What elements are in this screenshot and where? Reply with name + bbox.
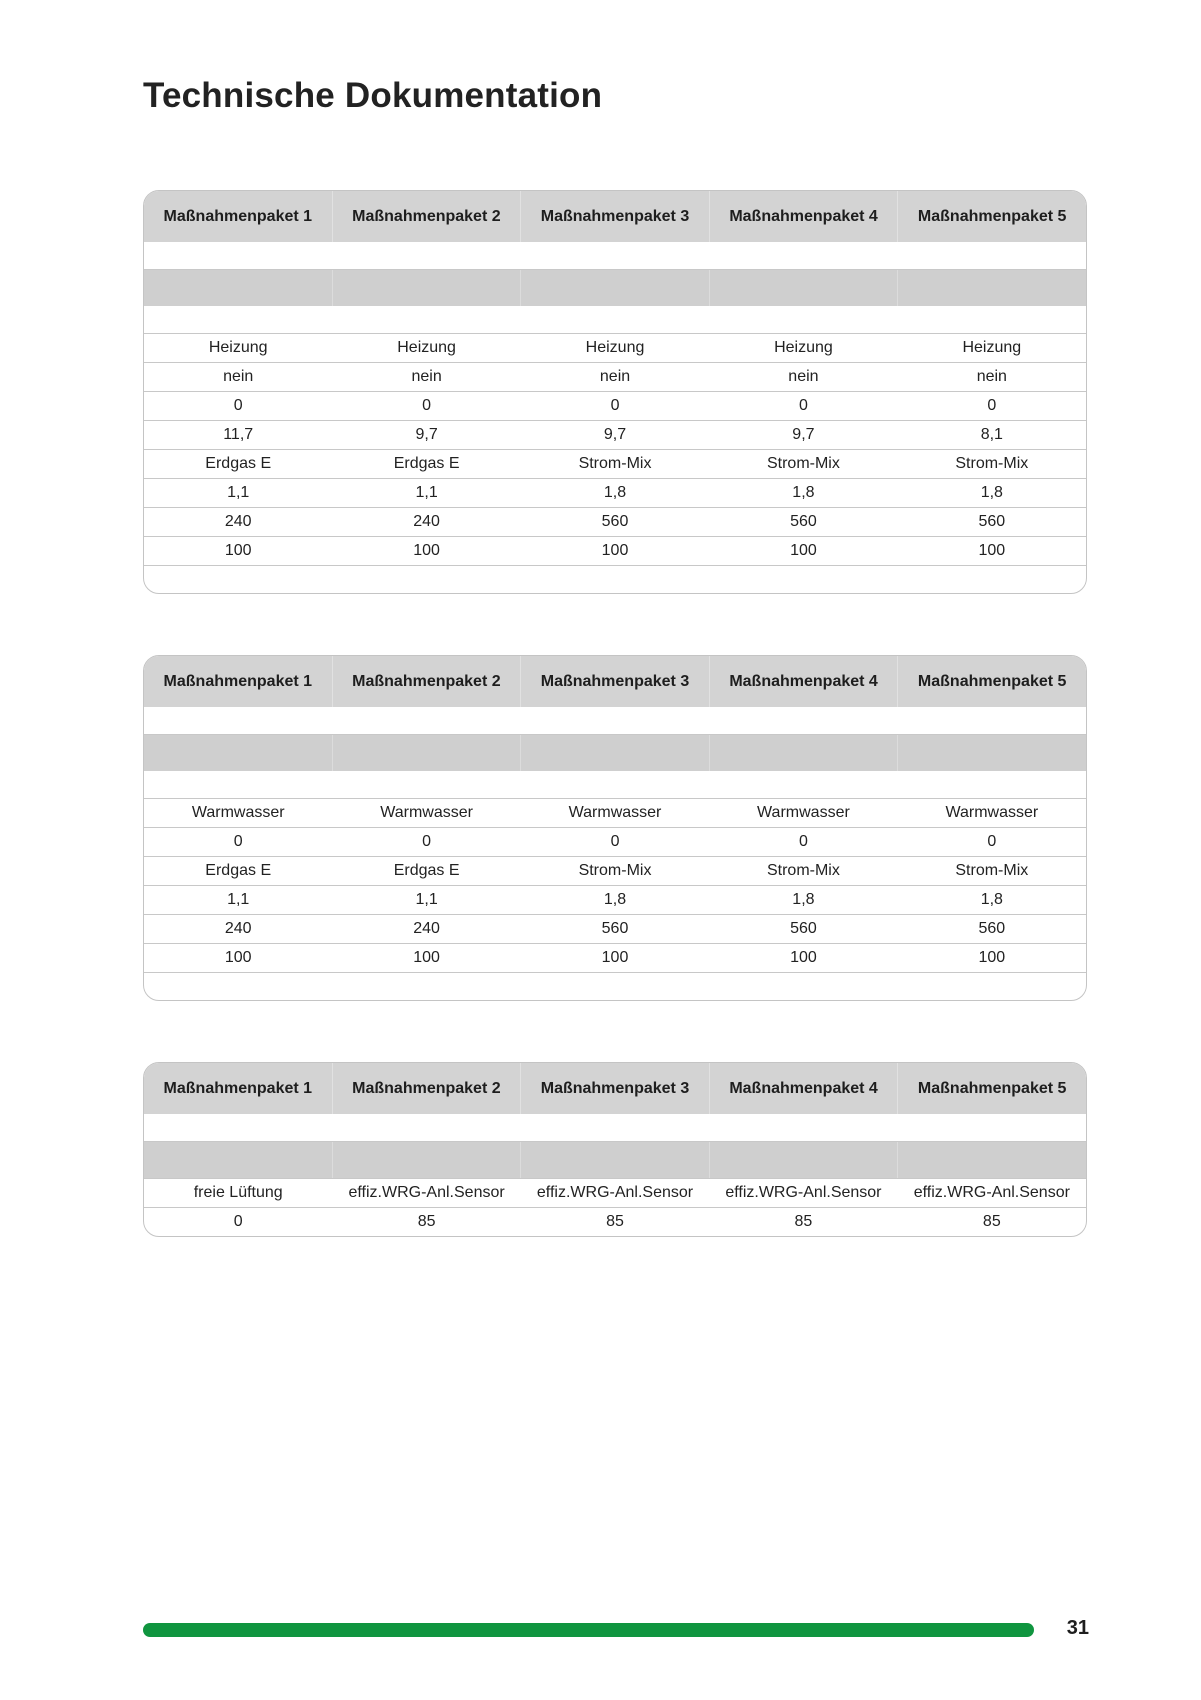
gray-band — [144, 270, 1086, 306]
table-cell: freie Lüftung — [193, 1184, 283, 1201]
table-row — [144, 479, 1086, 508]
page-number: 31 — [1066, 1617, 1089, 1639]
table-body — [144, 1179, 1086, 1236]
table-cell: Heizung — [962, 339, 1022, 356]
table-cell: 100 — [413, 542, 440, 559]
table-body — [144, 334, 1086, 565]
blank-row — [144, 1114, 1086, 1142]
table-end-row — [144, 565, 1086, 593]
table-cell: 1,8 — [792, 891, 815, 908]
table-cell: effiz.WRG-Anl.Sensor — [348, 1184, 505, 1201]
table-end-row — [144, 972, 1086, 1000]
column-header: Maßnahmenpaket 5 — [917, 1079, 1067, 1097]
table-cell: 0 — [610, 397, 620, 414]
table-row — [144, 450, 1086, 479]
table-cell: Warmwasser — [945, 804, 1039, 821]
table-warmwasser — [143, 655, 1087, 1001]
table-cell: 1,1 — [415, 891, 438, 908]
page-title: Technische Dokumentation — [143, 76, 603, 115]
column-header: Maßnahmenpaket 3 — [521, 1063, 710, 1114]
table-cell: 240 — [224, 513, 252, 530]
column-header: Maßnahmenpaket 1 — [144, 656, 333, 707]
table-cell: 560 — [790, 513, 817, 530]
table-cell: 0 — [798, 397, 808, 414]
table-cell: 0 — [233, 397, 243, 414]
column-header: Maßnahmenpaket 3 — [521, 191, 710, 242]
table-cell: 100 — [413, 949, 440, 966]
table-cell: 0 — [422, 833, 432, 850]
column-header: Maßnahmenpaket 4 — [710, 191, 899, 242]
table-cell: Warmwasser — [757, 804, 850, 821]
column-header: Maßnahmenpaket 2 — [333, 191, 522, 242]
table-cell: Heizung — [774, 339, 833, 356]
table-body — [144, 799, 1086, 972]
table-row — [144, 392, 1086, 421]
table-cell: 1,8 — [792, 484, 815, 501]
table-row — [144, 537, 1086, 565]
table-cell: 8,1 — [980, 426, 1003, 443]
table-row — [144, 828, 1086, 857]
table-cell: 100 — [601, 542, 629, 559]
table-cell: effiz.WRG-Anl.Sensor — [536, 1184, 694, 1201]
table-row — [144, 363, 1086, 392]
column-header: Maßnahmenpaket 5 — [917, 672, 1067, 690]
table-cell: 0 — [233, 1213, 243, 1230]
table-cell: effiz.WRG-Anl.Sensor — [725, 1184, 882, 1201]
table-row — [144, 334, 1086, 363]
table-row — [144, 944, 1086, 972]
table-row — [144, 508, 1086, 537]
blank-row — [144, 771, 1086, 799]
table-header-row — [144, 656, 1086, 707]
table-cell: 85 — [794, 1213, 813, 1230]
table-cell: 1,8 — [980, 891, 1003, 908]
footer-accent-bar — [143, 1623, 1034, 1637]
table-header-row — [144, 191, 1086, 242]
table-cell: 0 — [987, 833, 997, 850]
gray-band — [144, 1142, 1086, 1179]
table-cell: Heizung — [397, 339, 456, 356]
column-header: Maßnahmenpaket 1 — [144, 1063, 333, 1114]
table-cell: 560 — [790, 920, 817, 937]
table-cell: 240 — [413, 513, 440, 530]
table-row — [144, 857, 1086, 886]
table-cell: Strom-Mix — [955, 862, 1029, 879]
table-cell: 240 — [413, 920, 440, 937]
table-cell: 560 — [601, 920, 629, 937]
table-cell: 100 — [790, 949, 817, 966]
table-cell: 85 — [982, 1213, 1001, 1230]
table-cell: 0 — [610, 833, 620, 850]
table-header-row — [144, 1063, 1086, 1114]
table-cell: 1,8 — [603, 484, 627, 501]
table-cell: 9,7 — [415, 426, 438, 443]
table-cell: 9,7 — [603, 426, 627, 443]
table-row — [144, 886, 1086, 915]
table-cell: 240 — [224, 920, 252, 937]
table-cell: 100 — [224, 949, 252, 966]
table-row — [144, 421, 1086, 450]
table-cell: Warmwasser — [568, 804, 662, 821]
table-cell: nein — [599, 368, 631, 385]
table-cell: 9,7 — [792, 426, 815, 443]
table-cell: Strom-Mix — [766, 455, 840, 472]
table-cell: 100 — [790, 542, 817, 559]
table-cell: effiz.WRG-Anl.Sensor — [913, 1184, 1070, 1201]
table-cell: Warmwasser — [380, 804, 473, 821]
table-cell: 85 — [606, 1213, 624, 1230]
table-cell: 11,7 — [223, 426, 254, 443]
table-cell: Heizung — [208, 339, 268, 356]
table-cell: 560 — [978, 513, 1006, 530]
table-cell: 1,8 — [603, 891, 627, 908]
table-cell: Heizung — [585, 339, 645, 356]
table-cell: Strom-Mix — [766, 862, 840, 879]
table-row — [144, 915, 1086, 944]
table-cell: Erdgas E — [205, 455, 272, 472]
table-row — [144, 1179, 1086, 1208]
table-cell: 1,1 — [415, 484, 438, 501]
table-cell: nein — [223, 368, 254, 385]
table-cell: Erdgas E — [205, 862, 272, 879]
table-cell: 100 — [978, 542, 1006, 559]
table-cell: Strom-Mix — [578, 455, 652, 472]
table-cell: 1,1 — [227, 891, 250, 908]
gray-band — [144, 735, 1086, 771]
column-header: Maßnahmenpaket 4 — [710, 656, 899, 707]
table-cell: 1,1 — [227, 484, 250, 501]
table-cell: 1,8 — [980, 484, 1003, 501]
blank-row — [144, 306, 1086, 334]
table-cell: 100 — [224, 542, 252, 559]
table-cell: 100 — [601, 949, 629, 966]
table-cell: 560 — [601, 513, 629, 530]
table-row — [144, 1208, 1086, 1236]
table-cell: 100 — [978, 949, 1006, 966]
table-row — [144, 799, 1086, 828]
table-cell: Strom-Mix — [578, 862, 652, 879]
table-cell: nein — [976, 368, 1007, 385]
table-cell: Erdgas E — [393, 455, 460, 472]
table-cell: Strom-Mix — [955, 455, 1029, 472]
table-cell: Erdgas E — [393, 862, 460, 879]
table-cell: 0 — [798, 833, 808, 850]
column-header: Maßnahmenpaket 2 — [333, 1063, 522, 1114]
table-cell: 85 — [417, 1213, 436, 1230]
column-header: Maßnahmenpaket 5 — [917, 207, 1067, 225]
table-cell: 560 — [978, 920, 1006, 937]
table-cell: nein — [411, 368, 442, 385]
table-cell: nein — [788, 368, 819, 385]
blank-row — [144, 242, 1086, 270]
table-cell: Warmwasser — [191, 804, 285, 821]
table-cell: 0 — [422, 397, 432, 414]
column-header: Maßnahmenpaket 1 — [144, 191, 333, 242]
table-cell: 0 — [987, 397, 997, 414]
table-heizung — [143, 190, 1087, 594]
table-lueftung — [143, 1062, 1087, 1237]
column-header: Maßnahmenpaket 2 — [333, 656, 522, 707]
table-cell: 0 — [233, 833, 243, 850]
column-header: Maßnahmenpaket 4 — [710, 1063, 899, 1114]
column-header: Maßnahmenpaket 3 — [521, 656, 710, 707]
blank-row — [144, 707, 1086, 735]
